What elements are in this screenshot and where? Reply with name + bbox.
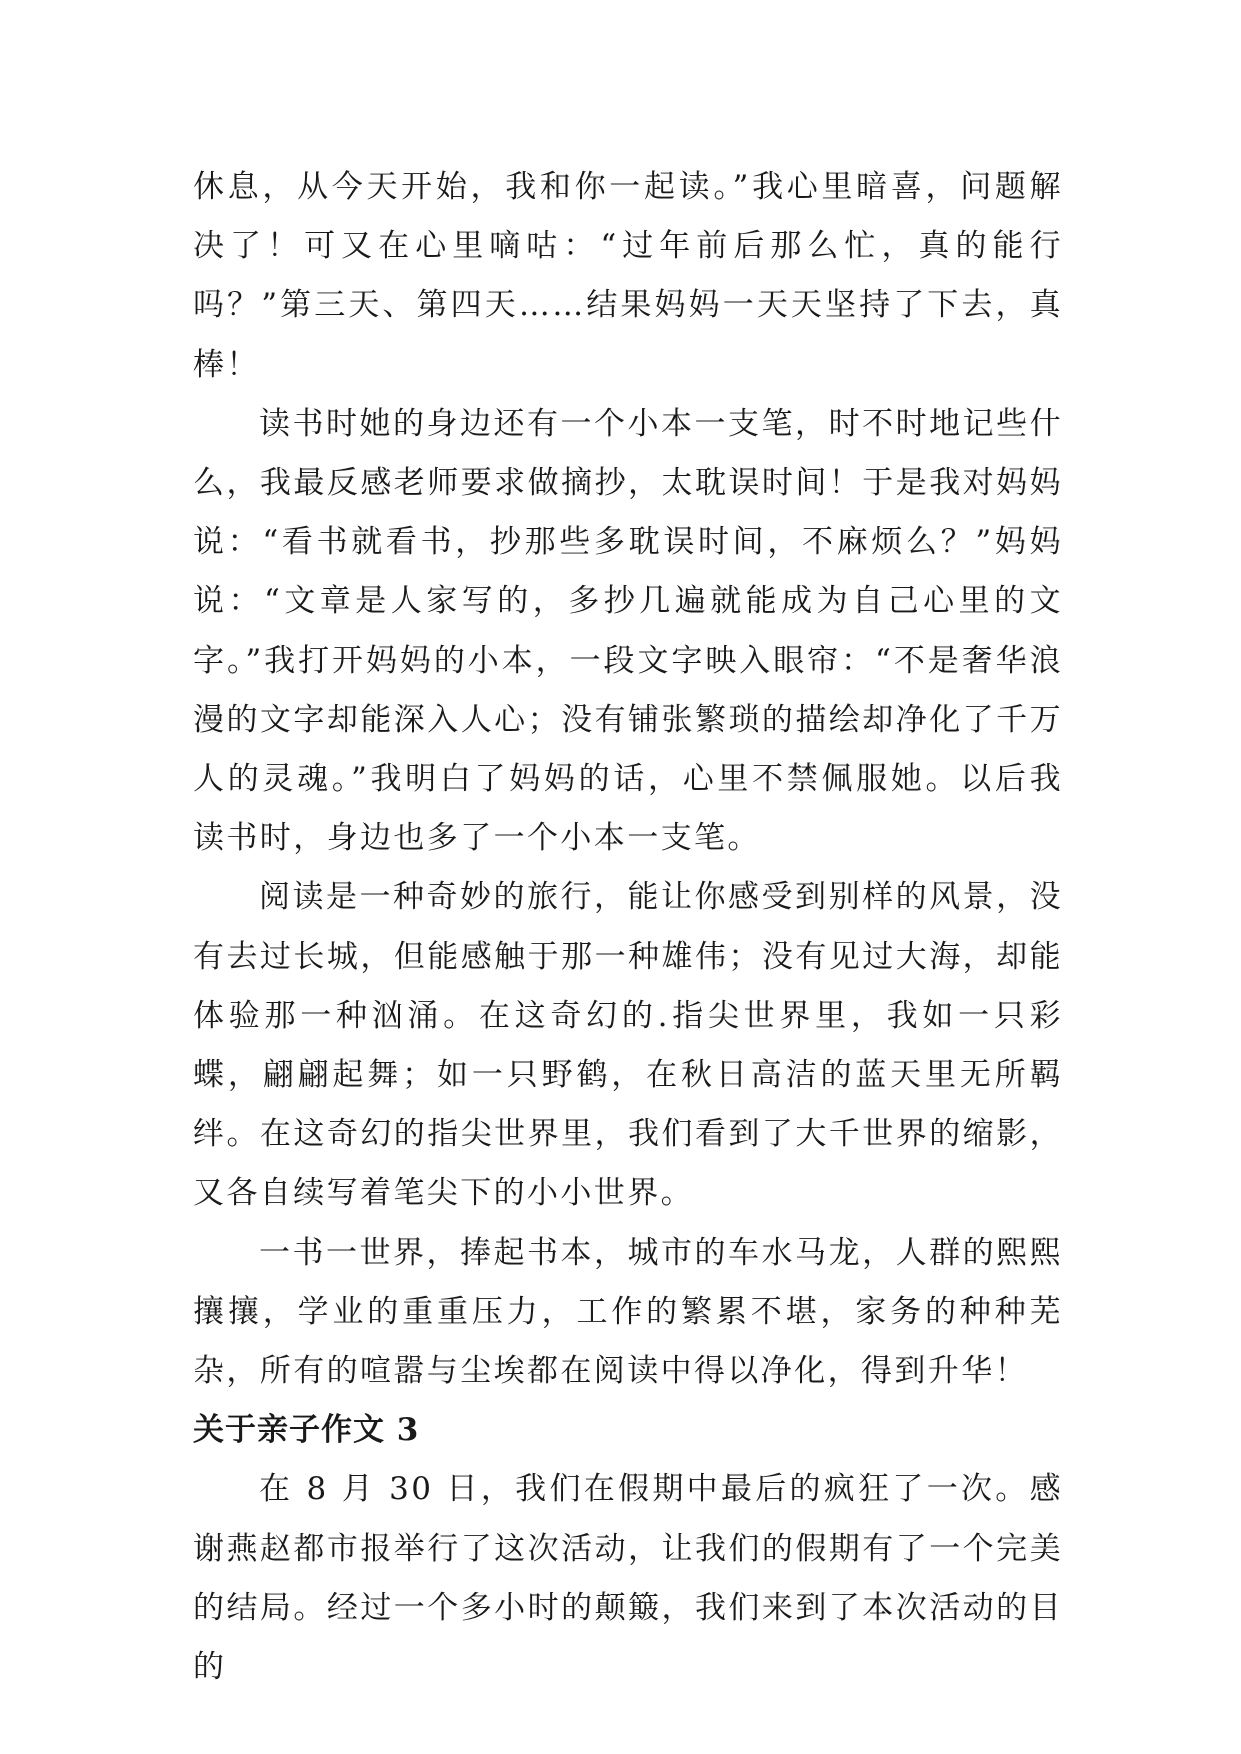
- paragraph-one-book-one-world: 一书一世界，捧起书本，城市的车水马龙，人群的熙熙攘攘，学业的重重压力，工作的繁累不堪，家务的种种芜杂，所有的喧嚣与尘埃都在阅读中得以净化，得到升华！: [193, 1234, 1063, 1390]
- document-body: [193, 158, 1063, 1697]
- paragraph-reading-journey: 阅读是一种奇妙的旅行，能让你感受到别样的风景，没有去过长城，但能感触于那一种雄伟；没有见过大海，却能体验那一种汹涌。在这奇幻的.指尖世界里，我如一只彩蝶，翩翩起舞；如一只野鹤，在秋日高洁的蓝天里无所羁绊。在这奇幻的指尖世界里，我们看到了大千世界的缩影，又各自续写着笔尖下的小小世界。: [193, 879, 1063, 1212]
- paragraph-notebook: 读书时她的身边还有一个小本一支笔，时不时地记些什么，我最反感老师要求做摘抄，太耽误时间！于是我对妈妈说：“看书就看书，抄那些多耽误时间，不麻烦么？”妈妈说：“文章是人家写的，多抄几遍就能成为自己心里的文字。”我打开妈妈的小本，一段文字映入眼帘：“不是奢华浪漫的文字却能深入人心；没有铺张繁琐的描绘却净化了千万人的灵魂。”我明白了妈妈的话，心里不禁佩服她。以后我读书时，身边也多了一个小本一支笔。: [193, 405, 1063, 857]
- paragraph-august-activity: 在 8 月 30 日，我们在假期中最后的疯狂了一次。感谢燕赵都市报举行了这次活动，让我们的假期有了一个完美的结局。经过一个多小时的颠簸，我们来到了本次活动的目的: [193, 1471, 1063, 1686]
- section-heading: 关于亲子作文 3: [193, 1412, 420, 1449]
- paragraph-continuation: 休息，从今天开始，我和你一起读。”我心里暗喜，问题解决了！可又在心里嘀咕：“过年前后那么忙，真的能行吗？”第三天、第四天……结果妈妈一天天坚持了下去，真棒！: [193, 169, 1063, 383]
